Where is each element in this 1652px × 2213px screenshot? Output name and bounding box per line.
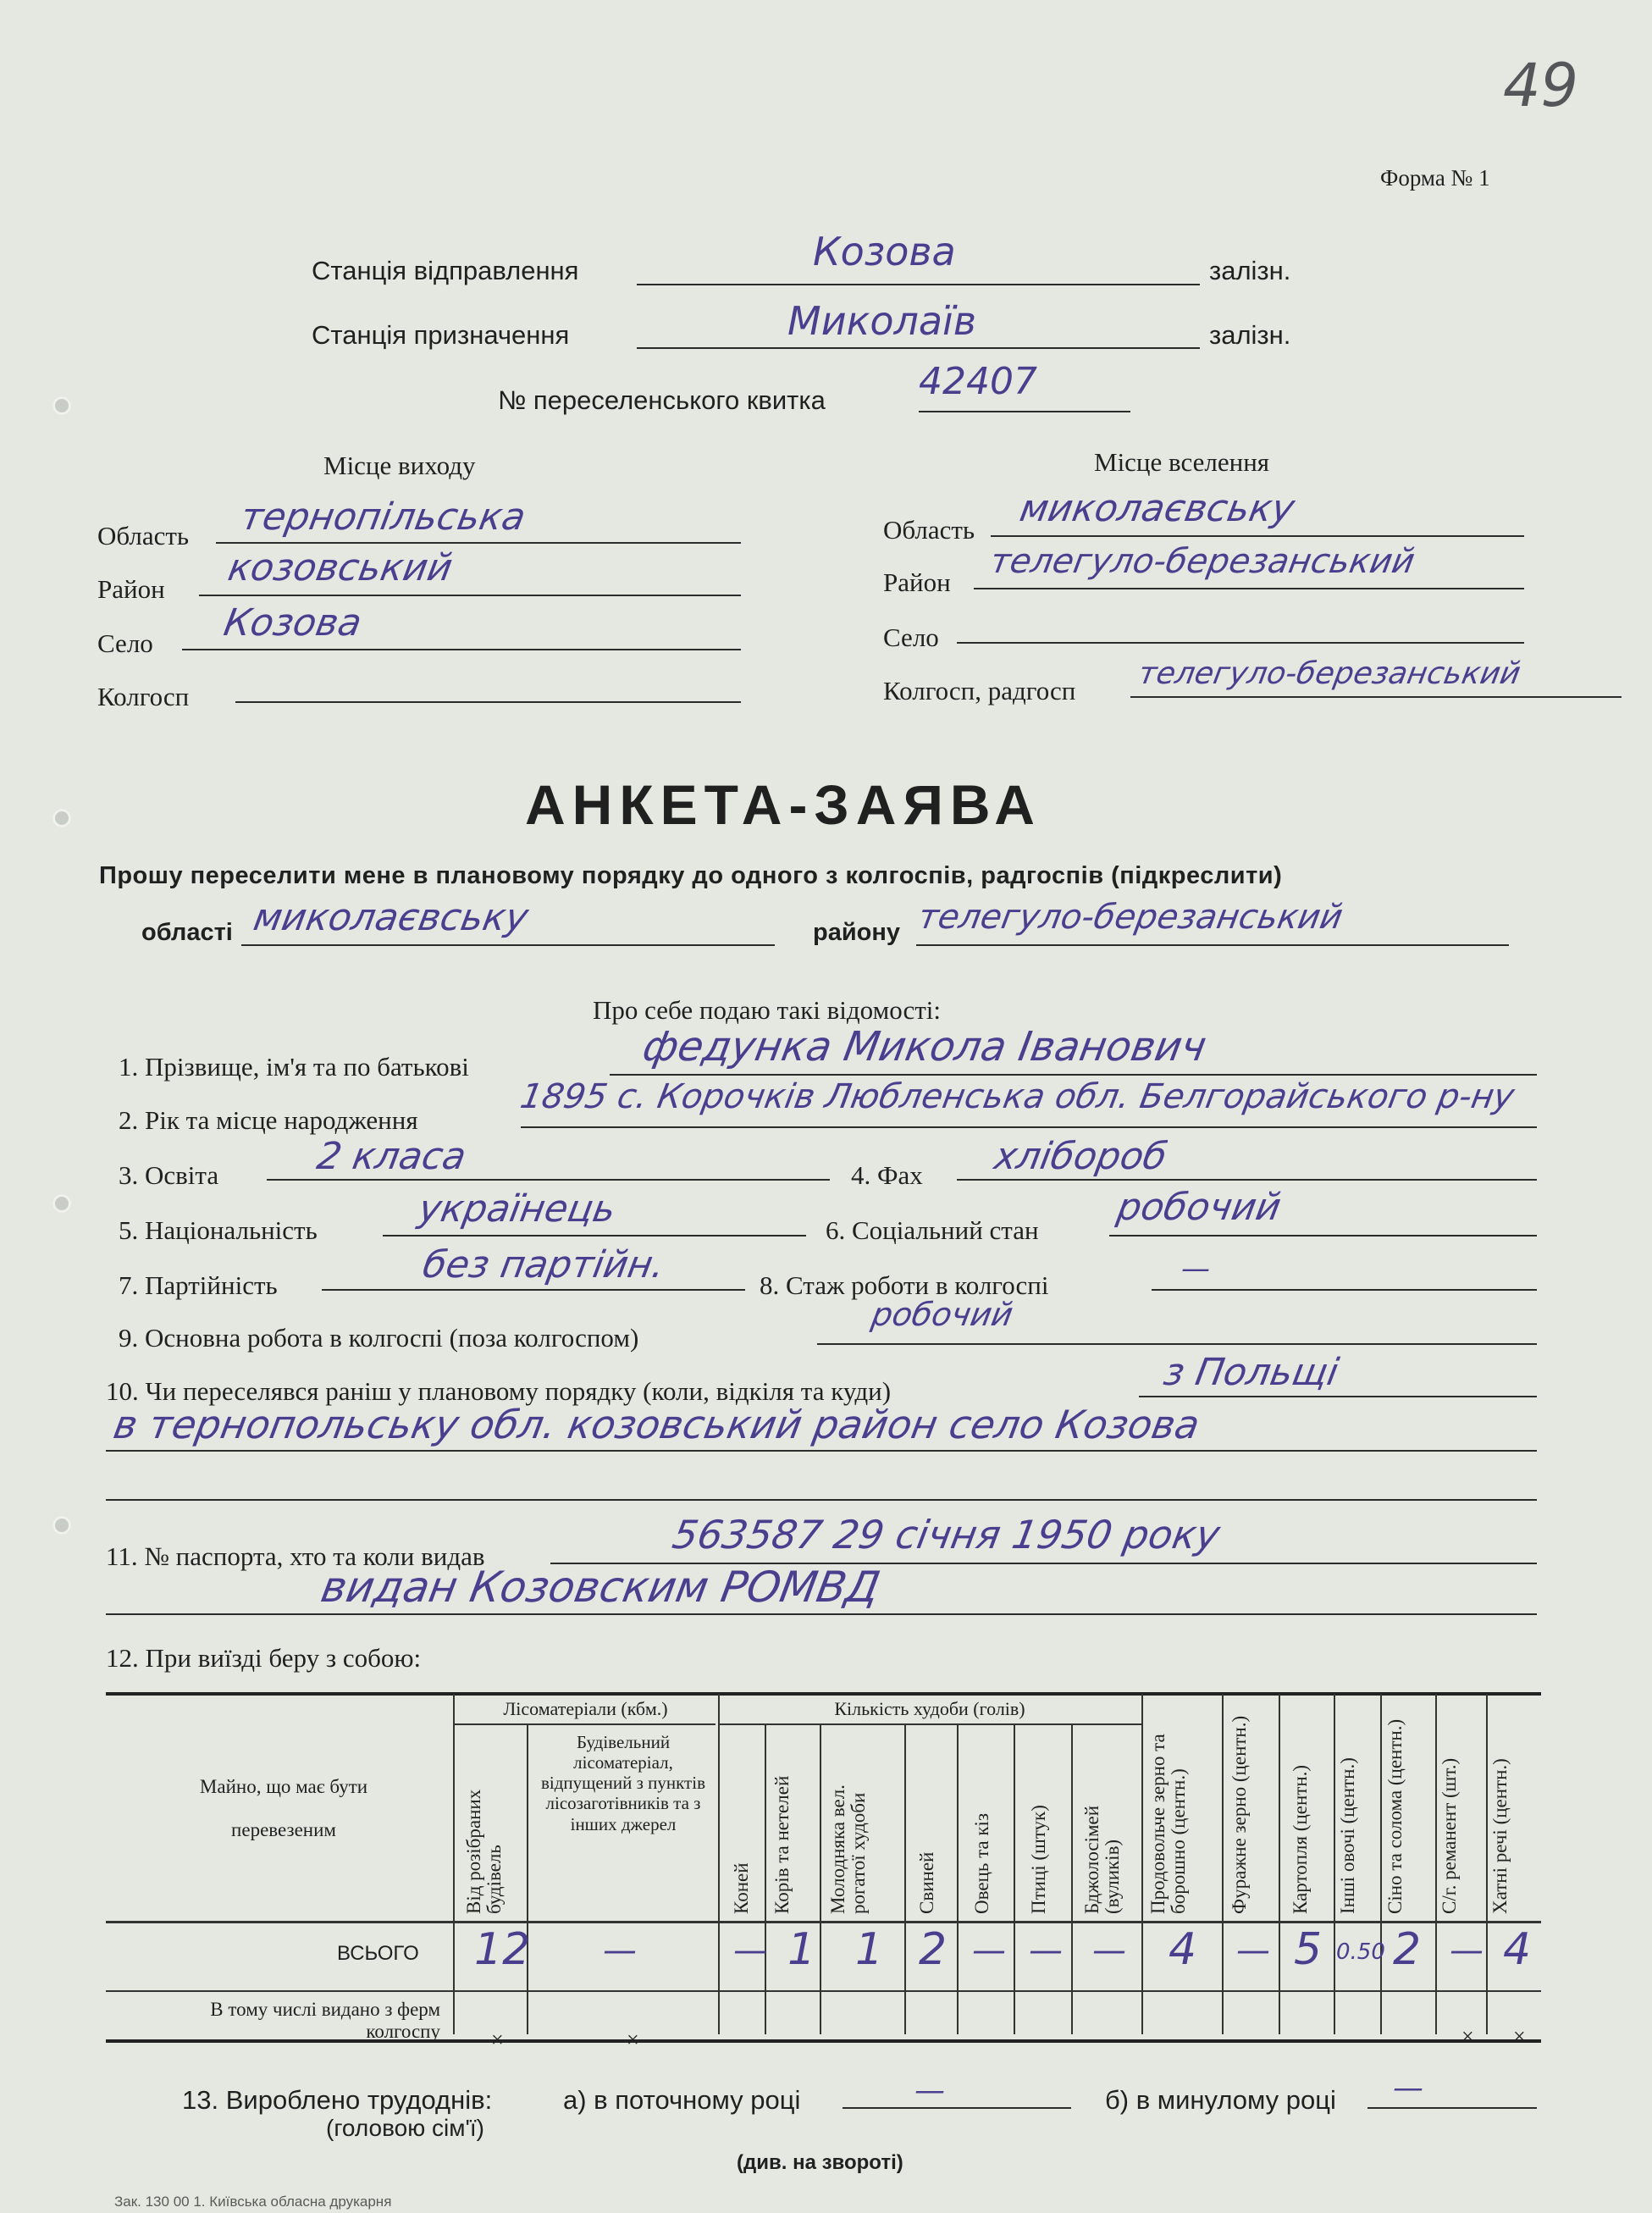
- punch-hole: [52, 1194, 71, 1213]
- table-row-header: Майно, що має бути перевезеним: [199, 1776, 368, 1840]
- q13-current-line: [843, 2107, 1071, 2109]
- q6-value: робочий: [1113, 1186, 1285, 1229]
- total-cell: 2: [919, 1924, 948, 1975]
- total-row-label: ВСЬОГО: [337, 1942, 419, 1965]
- col-sep: [957, 1723, 959, 2034]
- col-header: Птиці (штук): [1028, 1805, 1049, 1914]
- q9-line: [817, 1343, 1537, 1345]
- q7-value: без партійн.: [419, 1243, 668, 1286]
- q8-value: —: [1181, 1252, 1210, 1286]
- col-sep: [765, 1723, 766, 2034]
- rail-suffix-1: залізн.: [1209, 256, 1291, 285]
- punch-hole: [52, 1516, 71, 1535]
- col-sep: [453, 1694, 455, 2034]
- col-sep: [1279, 1694, 1280, 2034]
- departure-label: Станція відправлення: [312, 256, 579, 285]
- col-sep: [1141, 1694, 1143, 2034]
- col-sep: [820, 1723, 821, 2034]
- q13-previous-value: —: [1393, 2071, 1423, 2105]
- destination-heading: Місце вселення: [1094, 447, 1270, 477]
- col-header: Від розібраних будівель: [463, 1789, 506, 1914]
- col-header: Корів та нетелей: [771, 1775, 793, 1914]
- request-rayon-line: [916, 944, 1509, 946]
- q1-line: [610, 1074, 1537, 1076]
- dest-district-line: [974, 588, 1524, 589]
- q5-line: [383, 1235, 806, 1237]
- total-cell: —: [1092, 1931, 1126, 1970]
- q13-current-label: а) в поточному році: [563, 2085, 801, 2115]
- farm-cell: ×: [491, 2028, 504, 2052]
- page-title: АНКЕТА-ЗАЯВА: [525, 773, 1041, 836]
- ticket-label: № переселенського квитка: [498, 385, 826, 415]
- q10-label: 10. Чи переселявся раніш у плановому порядку (коли, відкіля та куди): [106, 1376, 892, 1406]
- q8-line: [1152, 1289, 1537, 1291]
- departure-line: [637, 284, 1200, 285]
- col-header: Овець та кіз: [971, 1812, 992, 1914]
- total-cell: —: [972, 1931, 1006, 1970]
- destination-station-line: [637, 347, 1200, 349]
- table-header-divider: [106, 1921, 1541, 1923]
- q3-value: 2 класа: [313, 1135, 470, 1178]
- farm-cell: ×: [1513, 2024, 1526, 2049]
- total-cell: 12: [474, 1924, 531, 1975]
- q10-line-a: [1139, 1396, 1537, 1397]
- col-header: Молодняка вел. рогатої худоби: [827, 1784, 870, 1914]
- q8-label: 8. Стаж роботи в колгоспі: [760, 1270, 1049, 1300]
- col-sep: [1334, 1694, 1335, 2034]
- q7-line: [322, 1289, 745, 1291]
- request-oblast-label: області: [141, 919, 233, 946]
- q9-value: робочий: [869, 1296, 1016, 1333]
- q11-label: 11. № паспорта, хто та коли видав: [106, 1541, 485, 1571]
- timber-group-header: Лісоматеріали (кбм.): [503, 1698, 668, 1719]
- total-cell: 2: [1393, 1924, 1422, 1975]
- q9-label: 9. Основна робота в колгоспі (поза колгоспом): [119, 1323, 639, 1353]
- col-header: Сіно та солома (центн.): [1384, 1718, 1406, 1914]
- printer-line: Зак. 130 00 1. Київська обласна друкарня: [114, 2194, 392, 2210]
- q1-label: 1. Прізвище, ім'я та по батькові: [119, 1052, 469, 1082]
- total-cell: 1: [855, 1924, 884, 1975]
- page-number: 49: [1503, 51, 1579, 120]
- q2-value: 1895 с. Корочків Любленська обл. Белгорайського р-ну: [517, 1077, 1517, 1116]
- q4-line: [957, 1179, 1537, 1181]
- farm-row-label: В тому числі видано з ферм колгоспу: [210, 1999, 440, 2043]
- origin-district-line: [199, 595, 741, 596]
- q10-value-a: з Польщі: [1160, 1351, 1342, 1394]
- q11-value-a: 563587 29 січня 1950 року: [669, 1512, 1224, 1557]
- col-header: Фуражне зерно (центн.): [1229, 1715, 1250, 1914]
- col-header: Інші овочі (центн.): [1337, 1757, 1358, 1914]
- col-header: Коней: [731, 1862, 752, 1914]
- dest-kolhosp-value: телегуло-березанський: [1135, 656, 1523, 691]
- q3-label: 3. Освіта: [119, 1160, 219, 1190]
- dest-region-label: Область: [883, 515, 975, 545]
- col-header: Свиней: [916, 1851, 937, 1914]
- q11-line-b: [106, 1613, 1537, 1615]
- q4-value: хлібороб: [991, 1135, 1170, 1178]
- origin-region-line: [216, 542, 741, 544]
- col-sep: [1380, 1694, 1382, 2034]
- col-sep: [904, 1723, 906, 2034]
- q2-label: 2. Рік та місце народження: [119, 1105, 418, 1135]
- dest-region-value: миколаєвську: [1016, 487, 1298, 530]
- origin-heading: Місце виходу: [323, 451, 476, 480]
- q13-current-value: —: [914, 2073, 945, 2108]
- request-rayon-label: району: [813, 919, 901, 946]
- q12-label: 12. При виїзді беру з собою:: [106, 1643, 422, 1673]
- footer-note: (див. на звороті): [737, 2151, 903, 2174]
- q11-value-b: видан Козовским РОМВД: [317, 1563, 884, 1612]
- q5-label: 5. Національність: [119, 1215, 318, 1245]
- table-row-divider: [106, 1990, 1541, 1992]
- dest-kolhosp-label: Колгосп, радгосп: [883, 676, 1076, 705]
- request-oblast-line: [241, 944, 775, 946]
- total-cell: 0.50: [1336, 1939, 1385, 1965]
- q10-line-c: [106, 1499, 1537, 1501]
- farm-cell: ×: [627, 2028, 639, 2052]
- col-sep: [718, 1694, 720, 2034]
- dest-district-value: телегуло-березанський: [986, 542, 1418, 581]
- cattle-group-line: [718, 1723, 1141, 1725]
- destination-station-label: Станція призначення: [312, 320, 570, 350]
- q2-line: [521, 1126, 1537, 1128]
- q7-label: 7. Партійність: [119, 1270, 278, 1300]
- q13-sub: (головою сім'ї): [326, 2115, 484, 2141]
- origin-village-value: Козова: [220, 601, 365, 645]
- origin-district-value: козовський: [224, 546, 456, 589]
- col-sep: [1435, 1694, 1437, 2034]
- ticket-line: [919, 411, 1130, 412]
- total-cell: —: [1236, 1931, 1270, 1970]
- q13-previous-line: [1367, 2107, 1537, 2109]
- col-sep: [527, 1723, 528, 2034]
- col-header: Бджолосімей (вуликів): [1081, 1805, 1124, 1914]
- total-cell: 4: [1169, 1924, 1197, 1975]
- origin-kolhosp-line: [235, 701, 741, 703]
- q6-line: [1109, 1235, 1537, 1237]
- total-cell: 4: [1503, 1924, 1532, 1975]
- departure-value: Козова: [813, 229, 956, 274]
- timber-group-line: [453, 1723, 715, 1725]
- dest-district-label: Район: [883, 567, 951, 597]
- q10-value-b: в тернопольську обл. козовський район село Козова: [110, 1402, 1203, 1447]
- total-cell: 5: [1294, 1924, 1323, 1975]
- farm-cell: ×: [1461, 2024, 1474, 2049]
- col-header: Продовольче зерно та борошно (центн.): [1147, 1734, 1190, 1914]
- q6-label: 6. Соціальний стан: [826, 1215, 1039, 1245]
- total-cell: —: [1450, 1931, 1483, 1970]
- cattle-group-header: Кількість худоби (голів): [834, 1698, 1025, 1719]
- total-cell: —: [1029, 1931, 1063, 1970]
- request-oblast-value: миколаєвську: [250, 896, 532, 939]
- form-number: Форма № 1: [1380, 165, 1490, 191]
- origin-region-value: тернопільська: [237, 495, 529, 539]
- origin-district-label: Район: [97, 574, 165, 604]
- col-header: Хатні речі (центн.): [1489, 1758, 1511, 1914]
- dest-village-line: [957, 642, 1524, 644]
- ticket-value: 42407: [919, 360, 1037, 403]
- rail-suffix-2: залізн.: [1209, 320, 1291, 350]
- punch-hole: [52, 809, 71, 827]
- dest-kolhosp-line: [1130, 696, 1622, 698]
- origin-kolhosp-label: Колгосп: [97, 682, 190, 711]
- q10-line-b: [106, 1450, 1537, 1452]
- dest-village-label: Село: [883, 622, 939, 652]
- q1-value: федунка Микола Іванович: [639, 1023, 1210, 1071]
- q3-line: [267, 1179, 830, 1181]
- col-sep: [1014, 1723, 1015, 2034]
- q13-label: 13. Вироблено трудоднів:: [182, 2085, 493, 2115]
- col-sep: [1486, 1694, 1488, 2034]
- col-header: С/г. реманент (шт.): [1439, 1757, 1460, 1914]
- punch-hole: [52, 396, 71, 415]
- col-header: Будівельний лісоматеріал, відпущений з пунктів лісозаготівників та з інших джерел: [540, 1732, 705, 1834]
- col-sep: [1071, 1723, 1073, 2034]
- q4-label: 4. Фах: [851, 1160, 923, 1190]
- dest-region-line: [991, 535, 1524, 537]
- origin-region-label: Область: [97, 521, 190, 550]
- total-cell: 1: [787, 1924, 816, 1975]
- col-header: Картопля (центн.): [1290, 1764, 1311, 1914]
- intro-text: Про себе подаю такі відомості:: [593, 995, 942, 1025]
- origin-village-label: Село: [97, 628, 153, 658]
- total-cell: —: [733, 1931, 767, 1970]
- origin-village-line: [182, 649, 741, 650]
- total-cell: —: [603, 1931, 637, 1970]
- q5-value: українець: [415, 1187, 619, 1231]
- request-rayon-value: телегуло-березанський: [914, 898, 1346, 937]
- q13-previous-label: б) в минулому році: [1105, 2085, 1336, 2115]
- destination-station-value: Миколаїв: [787, 298, 976, 344]
- request-text: Прошу переселити мене в плановому порядку до одного з колгоспів, радгоспів (підкреслити): [99, 862, 1283, 889]
- col-sep: [1222, 1694, 1224, 2034]
